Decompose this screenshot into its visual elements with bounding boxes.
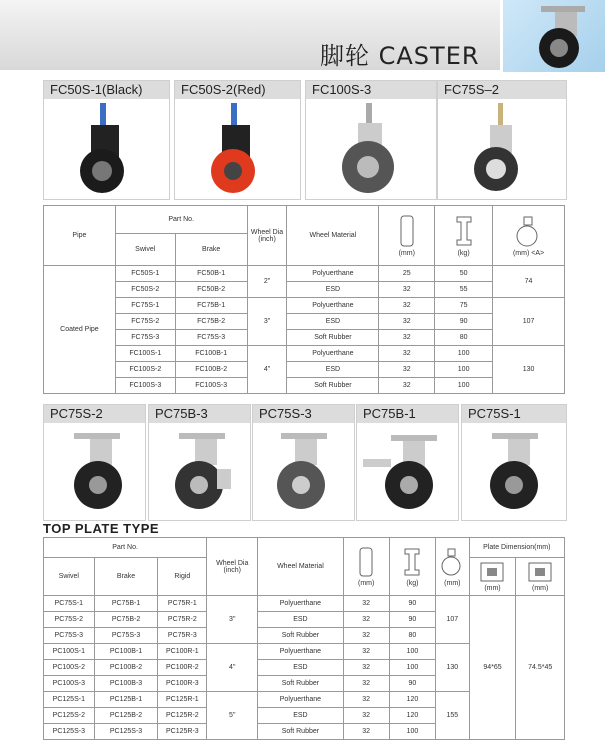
header-wheel-dia: Wheel Dia (inch) <box>247 206 287 266</box>
cell-height: 74 <box>493 266 565 298</box>
cell-height: 107 <box>493 298 565 346</box>
page-title: 脚轮 CASTER <box>320 42 480 70</box>
unit-label: (kg) <box>406 580 419 587</box>
cell-material: Soft Rubber <box>287 330 379 346</box>
cell-rigid: PC125R-1 <box>158 692 207 708</box>
product-label: FC100S-3 <box>306 81 436 99</box>
caster-plate-icon <box>44 423 145 520</box>
section-title: TOP PLATE TYPE <box>43 521 160 536</box>
product-label: FC75S–2 <box>438 81 566 99</box>
cell-width: 32 <box>379 346 435 362</box>
product-card-pc75b-3 <box>148 404 251 521</box>
header-wheel-material: Wheel Material <box>287 206 379 266</box>
cell-swivel: FC100S-3 <box>115 378 175 394</box>
cell-load: 90 <box>389 596 435 612</box>
plate-icon <box>527 561 553 583</box>
cell-load: 80 <box>435 330 493 346</box>
cell-swivel: PC75S-1 <box>44 596 95 612</box>
cell-brake: PC75B-2 <box>94 612 158 628</box>
plate-icon <box>479 561 505 583</box>
cell-swivel: PC125S-2 <box>44 708 95 724</box>
product-card-pc75s-2 <box>43 404 146 521</box>
cell-plate-a: 94*65 <box>469 596 516 740</box>
cell-rigid: PC75R-3 <box>158 628 207 644</box>
caster-height-icon <box>514 214 544 248</box>
cell-width: 32 <box>343 692 389 708</box>
cell-brake: PC75B-1 <box>94 596 158 612</box>
cell-material: Polyuerthane <box>287 298 379 314</box>
header-pipe: Pipe <box>44 206 116 266</box>
cell-brake: FC100B-2 <box>175 362 247 378</box>
cell-width: 32 <box>343 644 389 660</box>
cell-rigid: PC100R-3 <box>158 676 207 692</box>
cell-material: Soft Rubber <box>258 724 343 740</box>
cell-swivel: FC100S-2 <box>115 362 175 378</box>
cell-rigid: PC75R-2 <box>158 612 207 628</box>
cell-material: Soft Rubber <box>258 676 343 692</box>
product-card-fc50s-1 <box>43 80 170 200</box>
cell-load: 55 <box>435 282 493 298</box>
cell-rigid: PC125R-3 <box>158 724 207 740</box>
unit-label: (kg) <box>457 250 470 257</box>
header-brake: Brake <box>175 234 247 266</box>
cell-load: 120 <box>389 692 435 708</box>
header-wheel-material: Wheel Material <box>258 538 343 596</box>
product-label: PC75S-2 <box>44 405 145 423</box>
header-wheel-dia: Wheel Dia (inch) <box>207 538 258 596</box>
spec-table-fc <box>43 205 565 394</box>
cell-brake: PC100B-2 <box>94 660 158 676</box>
header-rigid: Rigid <box>158 558 207 596</box>
unit-label: (mm) <A> <box>512 250 545 257</box>
cell-load: 50 <box>435 266 493 282</box>
unit-label: (mm) <box>444 580 461 587</box>
caster-gray-icon <box>306 99 436 199</box>
header-brake: Brake <box>94 558 158 596</box>
cell-material: Polyuerthane <box>258 692 343 708</box>
product-card-pc75b-1 <box>356 404 459 521</box>
cell-brake: FC100S-3 <box>175 378 247 394</box>
cell-plate-b: 74.5*45 <box>516 596 565 740</box>
product-label: PC75S-3 <box>253 405 354 423</box>
cell-material: ESD <box>287 282 379 298</box>
cell-swivel: PC75S-2 <box>44 612 95 628</box>
product-card-fc75s-2 <box>437 80 567 200</box>
cell-width: 32 <box>343 724 389 740</box>
cell-material: Polyuerthane <box>287 346 379 362</box>
cell-swivel: FC75S-3 <box>115 330 175 346</box>
cell-brake: FC75B-1 <box>175 298 247 314</box>
cell-load: 80 <box>389 628 435 644</box>
cell-height: 155 <box>436 692 470 740</box>
header-swivel: Swivel <box>115 234 175 266</box>
cell-load: 90 <box>389 676 435 692</box>
cell-brake: PC100B-3 <box>94 676 158 692</box>
caster-plate-black-icon <box>462 423 566 520</box>
load-capacity-icon <box>403 546 421 578</box>
cell-width: 32 <box>379 298 435 314</box>
unit-label: (mm) <box>357 580 375 587</box>
caster-brake-black-icon <box>357 423 458 520</box>
cell-dia: 4" <box>247 346 287 394</box>
header-height <box>493 206 565 266</box>
caster-red-icon <box>175 99 300 199</box>
cell-brake: PC75S-3 <box>94 628 158 644</box>
caster-gray-small-icon <box>438 99 566 199</box>
header-plate-dimension: Plate Dimension(mm) <box>469 538 564 558</box>
cell-swivel: PC100S-1 <box>44 644 95 660</box>
cell-swivel: PC100S-2 <box>44 660 95 676</box>
cell-material: ESD <box>258 660 343 676</box>
cell-material: Polyuerthane <box>258 596 343 612</box>
unit-label: (mm) <box>484 585 501 592</box>
cell-width: 32 <box>343 708 389 724</box>
cell-dia: 3" <box>207 596 258 644</box>
cell-brake: FC75S-3 <box>175 330 247 346</box>
cell-load: 120 <box>389 708 435 724</box>
unit-label: (mm) <box>398 250 415 257</box>
cell-rigid: PC100R-2 <box>158 660 207 676</box>
cell-width: 32 <box>379 362 435 378</box>
cell-material: ESD <box>287 314 379 330</box>
cell-swivel: PC125S-1 <box>44 692 95 708</box>
cell-dia: 2" <box>247 266 287 298</box>
cell-rigid: PC75R-1 <box>158 596 207 612</box>
cell-material: ESD <box>258 612 343 628</box>
product-label: PC75B-3 <box>149 405 250 423</box>
unit-label: (mm) <box>532 585 549 592</box>
caster-height-icon <box>439 546 465 578</box>
cell-width: 32 <box>343 676 389 692</box>
caster-black-icon <box>44 99 169 199</box>
cell-brake: FC50B-2 <box>175 282 247 298</box>
cell-width: 32 <box>343 628 389 644</box>
cell-swivel: FC50S-1 <box>115 266 175 282</box>
cell-width: 32 <box>379 282 435 298</box>
cell-material: Soft Rubber <box>258 628 343 644</box>
cell-load: 100 <box>435 378 493 394</box>
cell-width: 32 <box>343 596 389 612</box>
cell-material: ESD <box>287 362 379 378</box>
cell-load: 75 <box>435 298 493 314</box>
cell-width: 32 <box>343 612 389 628</box>
cell-dia: 3" <box>247 298 287 346</box>
cell-rigid: PC100R-1 <box>158 644 207 660</box>
cell-load: 100 <box>389 724 435 740</box>
cell-brake: PC125S-3 <box>94 724 158 740</box>
header-part-no: Part No. <box>44 538 207 558</box>
cell-dia: 4" <box>207 644 258 692</box>
cell-brake: FC50B-1 <box>175 266 247 282</box>
caster-photo <box>503 0 605 72</box>
cell-width: 32 <box>343 660 389 676</box>
caster-plate-gray-icon <box>253 423 354 520</box>
cell-width: 32 <box>379 330 435 346</box>
cell-height: 107 <box>436 596 470 644</box>
product-label: FC50S-1(Black) <box>44 81 169 99</box>
header-height <box>436 538 470 596</box>
cell-load: 100 <box>389 660 435 676</box>
cell-load: 90 <box>389 612 435 628</box>
product-label: PC75S-1 <box>462 405 566 423</box>
cell-swivel: FC75S-1 <box>115 298 175 314</box>
cell-swivel: FC75S-2 <box>115 314 175 330</box>
header-plate-b <box>516 558 565 596</box>
wheel-width-icon <box>357 546 375 578</box>
cell-load: 100 <box>435 346 493 362</box>
cell-brake: PC100B-1 <box>94 644 158 660</box>
cell-brake: FC75B-2 <box>175 314 247 330</box>
cell-swivel: PC125S-3 <box>44 724 95 740</box>
cell-material: ESD <box>258 708 343 724</box>
header-load <box>389 538 435 596</box>
product-card-fc50s-2 <box>174 80 301 200</box>
cell-swivel: PC75S-3 <box>44 628 95 644</box>
product-label: FC50S-2(Red) <box>175 81 300 99</box>
cell-brake: PC125B-2 <box>94 708 158 724</box>
cell-load: 100 <box>389 644 435 660</box>
cell-width: 32 <box>379 314 435 330</box>
caster-brake-icon <box>149 423 250 520</box>
page-header <box>0 0 605 72</box>
pipe-cell: Coated Pipe <box>44 266 116 394</box>
cell-material: Soft Rubber <box>287 378 379 394</box>
cell-width: 32 <box>379 378 435 394</box>
load-capacity-icon <box>454 214 474 248</box>
cell-height: 130 <box>436 644 470 692</box>
cell-brake: FC100B-1 <box>175 346 247 362</box>
header-width <box>379 206 435 266</box>
cell-dia: 5" <box>207 692 258 740</box>
product-card-pc75s-1 <box>461 404 567 521</box>
product-card-pc75s-3 <box>252 404 355 521</box>
header-width <box>343 538 389 596</box>
spec-table-pc <box>43 537 565 740</box>
header-part-no: Part No. <box>115 206 247 234</box>
header-load <box>435 206 493 266</box>
cell-swivel: PC100S-3 <box>44 676 95 692</box>
cell-height: 130 <box>493 346 565 394</box>
cell-load: 90 <box>435 314 493 330</box>
cell-width: 25 <box>379 266 435 282</box>
cell-material: Polyuerthane <box>258 644 343 660</box>
cell-material: Polyuerthane <box>287 266 379 282</box>
header-plate-a <box>469 558 516 596</box>
cell-swivel: FC50S-2 <box>115 282 175 298</box>
wheel-width-icon <box>397 214 417 248</box>
cell-rigid: PC125R-2 <box>158 708 207 724</box>
product-card-fc100s-3 <box>305 80 437 200</box>
cell-swivel: FC100S-1 <box>115 346 175 362</box>
header-swivel: Swivel <box>44 558 95 596</box>
cell-load: 100 <box>435 362 493 378</box>
product-label: PC75B-1 <box>357 405 458 423</box>
cell-brake: PC125B-1 <box>94 692 158 708</box>
caster-image-icon <box>503 0 605 72</box>
